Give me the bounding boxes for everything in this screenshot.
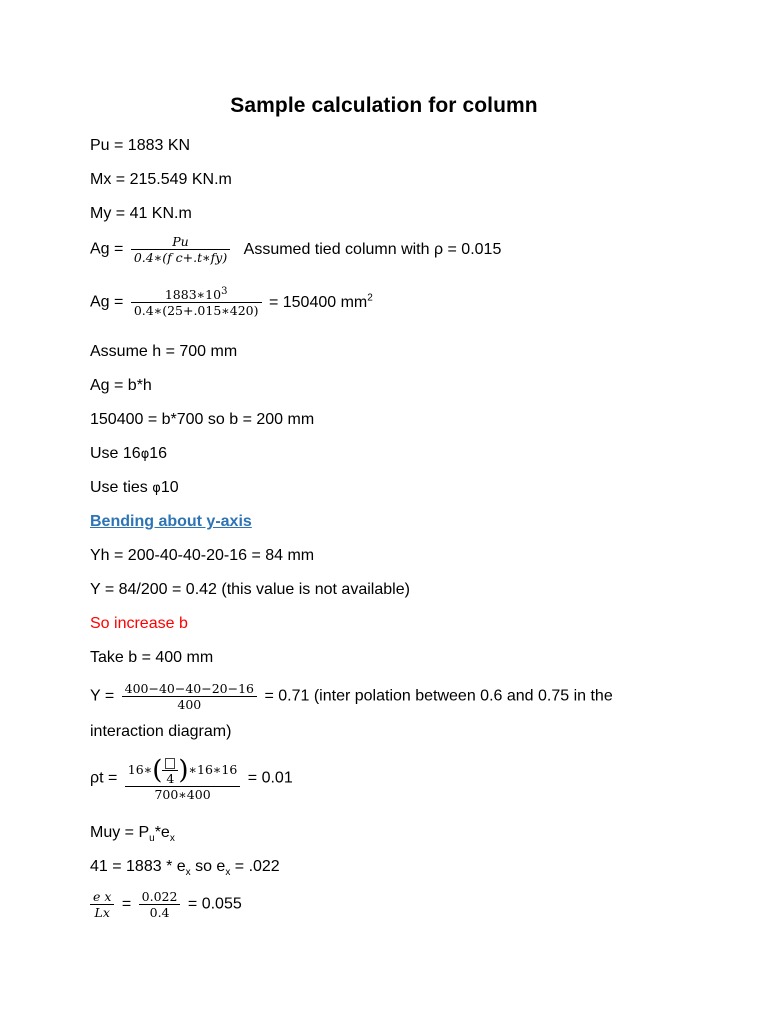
rho-close-paren: ) [178,755,189,786]
y-ratio-line: Y = 84/200 = 0.42 (this value is not available) [90,581,410,598]
y2-result: = 0.71 (inter polation between 0.6 and 0.75 in the [264,687,613,705]
ex-post: = .022 [230,858,280,875]
y2-line [90,681,613,712]
ag-label: Ag = [90,240,124,258]
rho-denominator: 700∗400 [125,786,241,802]
increase-note: So increase b [90,615,188,632]
ag-value-numerator [131,287,262,302]
page-title: Sample calculation for column [230,94,538,117]
ag-value-label: Ag = [90,293,124,311]
y2-continuation: interaction diagram) [90,723,232,740]
take-b-line: Take b = 400 mm [90,649,214,666]
ratio-left-fraction [90,889,114,920]
y2-fraction [122,681,257,712]
placeholder-box-icon [165,758,175,769]
y2-label: Y = [90,687,115,705]
ex-sub-2: x [225,867,231,879]
muy-sub-u: u [149,833,155,845]
ag-numerator: Pu [172,234,189,249]
ag-bh-line: Ag = b*h [90,377,152,394]
rho-label: ρt = [90,769,118,787]
use-ties-post: 10 [160,479,179,496]
ratio-right-numerator: 0.022 [141,889,178,904]
ratio-left-numerator: e x [93,889,112,904]
rho-num-post: ∗16∗16 [188,762,238,777]
use-bars-pre: Use 16 [90,445,141,462]
rho-open-paren: ( [152,755,163,786]
assume-h-line: Assume h = 700 mm [90,343,238,360]
muy-mid: *e [154,824,170,841]
ag-value-numerator-exp: 3 [221,285,228,297]
ex-sub-1: x [185,867,191,879]
ag-formula-line [90,234,501,265]
ratio-equals: = [121,895,132,913]
ex-mid: so e [190,858,226,875]
use-bars-line [90,444,167,465]
y2-denominator: 400 [122,696,257,712]
ag-value-fraction [131,287,262,318]
ex-pre: 41 = 1883 * e [90,858,186,875]
my-line: My = 41 KN.m [90,205,192,222]
ratio-line [90,889,242,920]
muy-line [90,823,175,843]
ag-value-result [269,294,373,311]
rho-line [90,755,293,802]
ratio-result: = 0.055 [187,895,242,913]
use-bars-post: 16 [149,445,168,462]
rho-num-pre: 16∗ [127,762,153,777]
ratio-left-denominator: Lx [90,904,114,920]
ratio-right-denominator: 0.4 [139,904,181,920]
rho-inner-numerator [162,755,178,770]
use-ties-line [90,478,179,499]
muy-pre: Muy = P [90,824,150,841]
ratio-right-fraction [139,889,181,920]
muy-sub-x: x [169,833,175,845]
tie-diameter-symbol: φ [152,481,161,496]
rho-fraction [125,755,241,802]
yh-line: Yh = 200-40-40-20-16 = 84 mm [90,547,315,564]
rho-inner-fraction [162,755,178,786]
ag-fraction [131,234,230,265]
solve-b-line: 150400 = b*700 so b = 200 mm [90,411,315,428]
pu-line: Pu = 1883 KN [90,137,191,154]
use-ties-pre: Use ties [90,479,153,496]
ag-value-result-text: = 150400 mm [268,293,368,311]
ag-denominator: 0.4∗(f c+.t∗fy) [131,249,230,265]
ex-line [90,857,280,877]
ag-value-line [90,287,373,318]
y2-numerator: 400−40−40−20−16 [124,681,255,696]
rho-inner-denominator: 4 [162,770,178,786]
ag-value-denominator: 0.4∗(25+.015∗420) [131,302,262,318]
ag-value-numerator-base: 1883∗10 [164,287,222,302]
rho-result: = 0.01 [247,769,293,787]
bending-heading: Bending about y-axis [90,513,252,530]
rho-numerator [125,755,241,786]
ag-value-result-unit-exp: 2 [367,292,373,304]
mx-line: Mx = 215.549 KN.m [90,171,232,188]
bar-diameter-symbol: φ [140,447,150,462]
ag-assumption: Assumed tied column with ρ = 0.015 [243,240,502,258]
